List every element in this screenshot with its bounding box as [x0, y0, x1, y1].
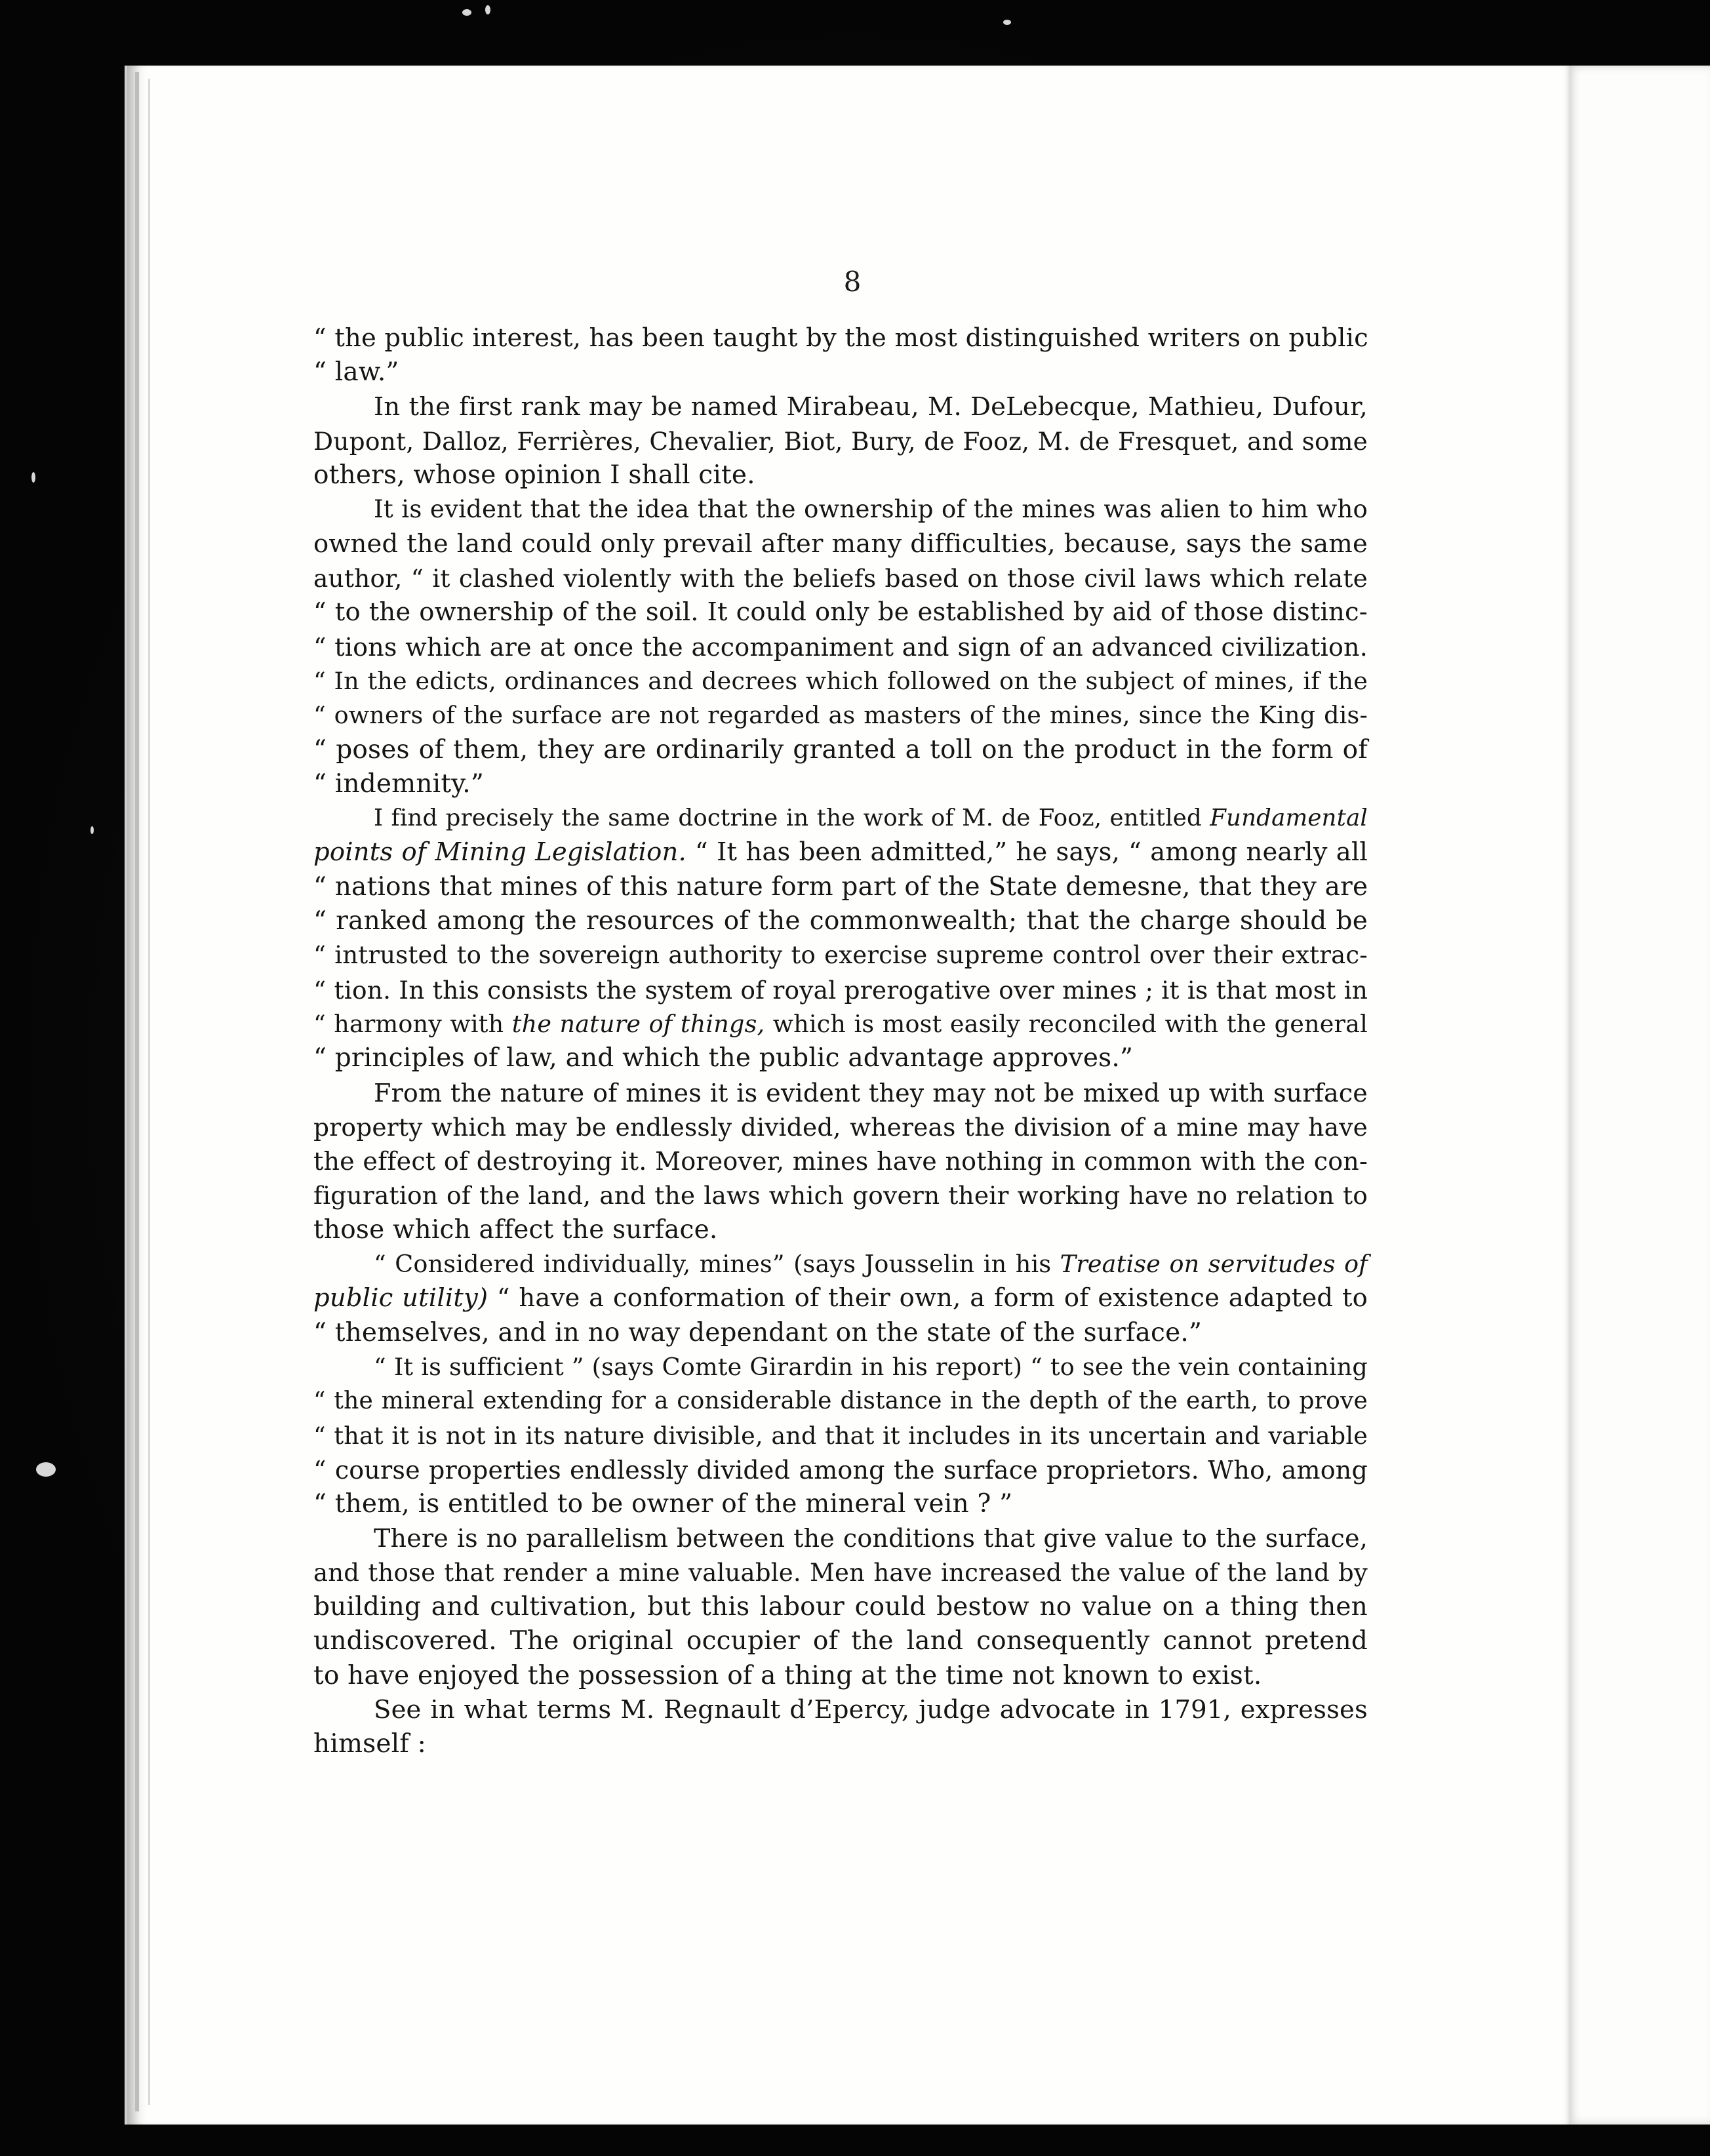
- dust-speck: [1003, 20, 1011, 25]
- text-line: “ tion. In this consists the system of royal prerogative over mines ; it is that most in: [313, 975, 1368, 1005]
- text-line: Dupont, Dalloz, Ferrières, Chevalier, Biot, Bury, de Fooz, M. de Fresquet, and some: [313, 426, 1368, 456]
- text-line: “ them, is entitled to be owner of the mineral vein ? ”: [313, 1489, 1013, 1519]
- text-line: In the first rank may be named Mirabeau, M. DeLebecque, Mathieu, Dufour,: [374, 391, 1368, 422]
- text-line: and those that render a mine valuable. Men have increased the value of the land by: [313, 1558, 1368, 1587]
- italic-title: points of Mining Legislation.: [313, 837, 686, 868]
- text-line: “ ranked among the resources of the commonwealth; that the charge should be: [313, 906, 1368, 936]
- text-line: property which may be endlessly divided, whereas the division of a mine may have: [313, 1112, 1368, 1142]
- page-binding-edge: [135, 72, 139, 2111]
- text-line: “ poses of them, they are ordinarily granted a toll on the product in the form of: [313, 734, 1368, 765]
- text-line: [313, 801, 1368, 835]
- text-line: “ to the ownership of the soil. It could only be established by aid of those distinc-: [313, 597, 1368, 628]
- text-line: “ indemnity.”: [313, 769, 485, 799]
- text-line: to have enjoyed the possession of a thing at the time not known to exist.: [313, 1660, 1262, 1690]
- facing-page-edge: [1567, 66, 1710, 2125]
- text-line: “ themselves, and in no way dependant on the state of the surface.”: [313, 1317, 1203, 1348]
- text-line: From the nature of mines it is evident they may not be mixed up with surface: [374, 1078, 1368, 1108]
- text-segment: I find precisely the same doctrine in the work of M. de Fooz, entitled: [374, 805, 1210, 832]
- body-text: [313, 321, 1368, 1761]
- dust-speck: [90, 826, 94, 834]
- text-line: “ In the edicts, ordinances and decrees which followed on the subject of mines, if the: [313, 666, 1368, 695]
- text-segment: “ have a conformation of their own, a form of existence adapted to: [488, 1283, 1368, 1313]
- text-line: “ nations that mines of this nature form part of the State demesne, that they are: [313, 871, 1368, 902]
- text-line: figuration of the land, and the laws which govern their working have no relation to: [313, 1181, 1368, 1210]
- text-line: [313, 835, 1368, 869]
- text-segment: “ harmony with: [313, 1009, 512, 1038]
- text-line: the effect of destroying it. Moreover, mines have nothing in common with the con-: [313, 1147, 1368, 1176]
- text-line: others, whose opinion I shall cite.: [313, 460, 755, 490]
- text-line: building and cultivation, but this labour could bestow no value on a thing then: [313, 1591, 1368, 1622]
- italic-title: public utility): [313, 1283, 488, 1313]
- italic-title: Fundamental: [1210, 805, 1368, 832]
- text-line: author, “ it clashed violently with the beliefs based on those civil laws which relate: [313, 564, 1368, 593]
- text-line: “ the mineral extending for a considerable distance in the depth of the earth, to prove: [313, 1387, 1368, 1415]
- page-binding-edge: [148, 79, 150, 2105]
- text-line: [313, 1281, 1368, 1315]
- text-line: “ tions which are at once the accompaniment and sign of an advanced civilization.: [313, 632, 1368, 662]
- text-line: “ that it is not in its nature divisible, and that it includes in its uncertain and variable: [313, 1421, 1368, 1450]
- text-line: [313, 1247, 1368, 1281]
- italic-title: Treatise on servitudes of: [1060, 1250, 1368, 1279]
- text-line: “ principles of law, and which the public advantage approves.”: [313, 1043, 1134, 1073]
- text-line: See in what terms M. Regnault d’Epercy, judge advocate in 1791, expresses: [374, 1694, 1368, 1725]
- text-line: [313, 1007, 1368, 1041]
- text-line: owned the land could only prevail after many difficulties, because, says the same: [313, 529, 1368, 559]
- text-line: “ It is sufficient ” (says Comte Girardin in his report) “ to see the vein containing: [374, 1352, 1368, 1381]
- text-line: himself :: [313, 1729, 426, 1759]
- text-line: “ intrusted to the sovereign authority to exercise supreme control over their extrac-: [313, 941, 1368, 970]
- text-line: “ law.”: [313, 357, 399, 388]
- text-line: “ owners of the surface are not regarded as masters of the mines, since the King dis-: [313, 701, 1368, 730]
- italic-title: the nature of things,: [511, 1009, 765, 1038]
- text-segment: “ It has been admitted,” he says, “ among nearly all: [686, 837, 1368, 868]
- text-segment: “ Considered individually, mines” (says Jousselin in his: [374, 1250, 1060, 1279]
- dust-speck: [462, 9, 471, 16]
- text-line: those which affect the surface.: [313, 1214, 718, 1245]
- dust-speck: [36, 1462, 56, 1477]
- text-line: undiscovered. The original occupier of the land consequently cannot pretend: [313, 1626, 1368, 1656]
- text-line: There is no parallelism between the conditions that give value to the surface,: [374, 1524, 1368, 1553]
- text-line: “ course properties endlessly divided among the surface proprietors. Who, among: [313, 1455, 1368, 1485]
- text-segment: which is most easily reconciled with the general: [765, 1009, 1368, 1038]
- page-number: 8: [843, 266, 862, 298]
- text-line: It is evident that the idea that the ownership of the mines was alien to him who: [374, 495, 1368, 524]
- dust-speck: [31, 472, 35, 483]
- text-line: “ the public interest, has been taught by the most distinguished writers on public: [313, 323, 1368, 353]
- dust-speck: [485, 5, 490, 14]
